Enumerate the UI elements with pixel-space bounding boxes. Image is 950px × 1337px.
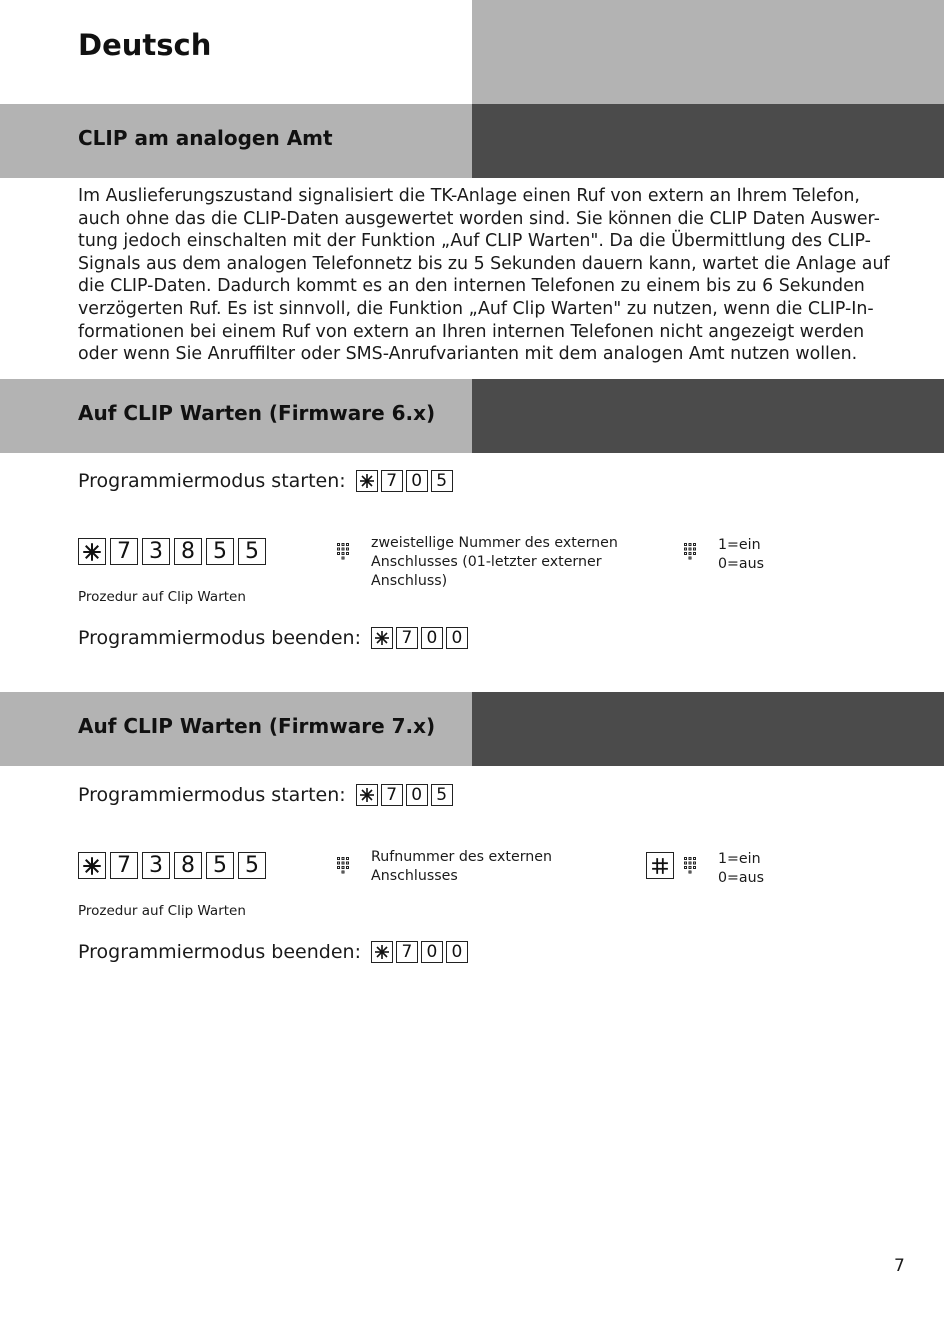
end-key-sequence: [371, 941, 471, 963]
end-programming-line: [78, 941, 471, 963]
procedure-key-sequence: [78, 538, 270, 565]
paragraph-line: tung jedoch einschalten mit der Funktion „Auf CLIP Warten". Da die Übermittlung des CLIP-: [78, 231, 871, 252]
procedure-caption: Prozedur auf Clip Warten: [78, 589, 246, 605]
section-band-clip-analog: [0, 104, 944, 178]
end-label: Programmiermodus beenden:: [78, 941, 361, 963]
start-programming-line: [78, 784, 456, 806]
key-digit: 5: [238, 852, 266, 879]
key-digit: 5: [431, 784, 453, 806]
star-key-icon: [78, 852, 106, 879]
key-digit: 0: [446, 941, 468, 963]
start-key-sequence: [356, 784, 456, 806]
key-digit: 7: [396, 627, 418, 649]
keypad-icon: [336, 542, 353, 566]
key-digit: 0: [446, 627, 468, 649]
parameter-description-2: 1=ein 0=aus: [718, 537, 764, 572]
key-digit: 0: [421, 627, 443, 649]
key-digit: 7: [110, 852, 138, 879]
start-label: Programmiermodus starten:: [78, 470, 346, 492]
paragraph-line: Signals aus dem analogen Telefonnetz bis zu 5 Sekunden dauern kann, wartet die Anlage auf: [78, 253, 890, 274]
procedure-key-sequence: [78, 852, 270, 879]
paragraph-line: auch ohne das die CLIP-Daten ausgewertet worden sind. Sie können die CLIP Daten Auswer-: [78, 208, 880, 229]
paragraph-line: die CLIP-Daten. Dadurch kommt es an den internen Telefonen zu einem bis zu 6 Sekunden: [78, 276, 865, 297]
star-key-icon: [78, 538, 106, 565]
key-digit: 5: [206, 538, 234, 565]
key-digit: 5: [206, 852, 234, 879]
key-digit: 3: [142, 852, 170, 879]
procedure-caption: Prozedur auf Clip Warten: [78, 903, 246, 919]
intro-paragraph: [78, 185, 913, 366]
header-grey-band: [472, 0, 944, 104]
start-programming-line: [78, 470, 456, 492]
paragraph-line: oder wenn Sie Anruffilter oder SMS-Anrufvarianten mit dem analogen Amt nutzen wollen.: [78, 344, 858, 365]
key-digit: 0: [406, 470, 428, 492]
key-digit: 7: [381, 784, 403, 806]
star-key-icon: [356, 470, 378, 492]
page-number: 7: [894, 1256, 905, 1276]
key-digit: 0: [406, 784, 428, 806]
key-digit: 3: [142, 538, 170, 565]
key-digit: 7: [110, 538, 138, 565]
star-key-icon: [356, 784, 378, 806]
key-digit: 8: [174, 852, 202, 879]
paragraph-line: Im Auslieferungszustand signalisiert die TK-Anlage einen Ruf von extern an Ihrem Telefon,: [78, 186, 860, 206]
star-key-icon: [371, 941, 393, 963]
start-label: Programmiermodus starten:: [78, 784, 346, 806]
key-digit: 8: [174, 538, 202, 565]
keypad-icon: [336, 856, 353, 880]
star-key-icon: [371, 627, 393, 649]
keypad-icon: [683, 856, 700, 880]
hash-key-icon: [646, 852, 678, 879]
end-key-sequence: [371, 627, 471, 649]
section-title: Auf CLIP Warten (Firmware 6.x): [78, 401, 436, 425]
paragraph-line: verzögerten Ruf. Es ist sinnvoll, die Funktion „Auf Clip Warten" zu nutzen, wenn die CLIP-In-: [78, 298, 874, 319]
key-digit: 7: [381, 470, 403, 492]
key-digit: 0: [421, 941, 443, 963]
language-heading: Deutsch: [78, 28, 212, 62]
keypad-icon: [683, 542, 700, 566]
parameter-description-2: 1=ein 0=aus: [718, 851, 764, 886]
paragraph-line: formationen bei einem Ruf von extern an Ihren internen Telefonen nicht angezeigt werden: [78, 321, 865, 342]
section-title: Auf CLIP Warten (Firmware 7.x): [78, 714, 436, 738]
section-band-firmware-6: [0, 379, 944, 453]
section-band-firmware-7: [0, 692, 944, 766]
parameter-description-1: Rufnummer des externen Anschlusses: [371, 849, 553, 884]
start-key-sequence: [356, 470, 456, 492]
key-digit: 5: [431, 470, 453, 492]
end-programming-line: [78, 627, 471, 649]
section-title: CLIP am analogen Amt: [78, 126, 333, 150]
key-digit: 5: [238, 538, 266, 565]
parameter-description-1: zweistellige Nummer des externen Anschlusses (01-letzter externer Anschluss): [371, 535, 618, 589]
end-label: Programmiermodus beenden:: [78, 627, 361, 649]
key-digit: 7: [396, 941, 418, 963]
